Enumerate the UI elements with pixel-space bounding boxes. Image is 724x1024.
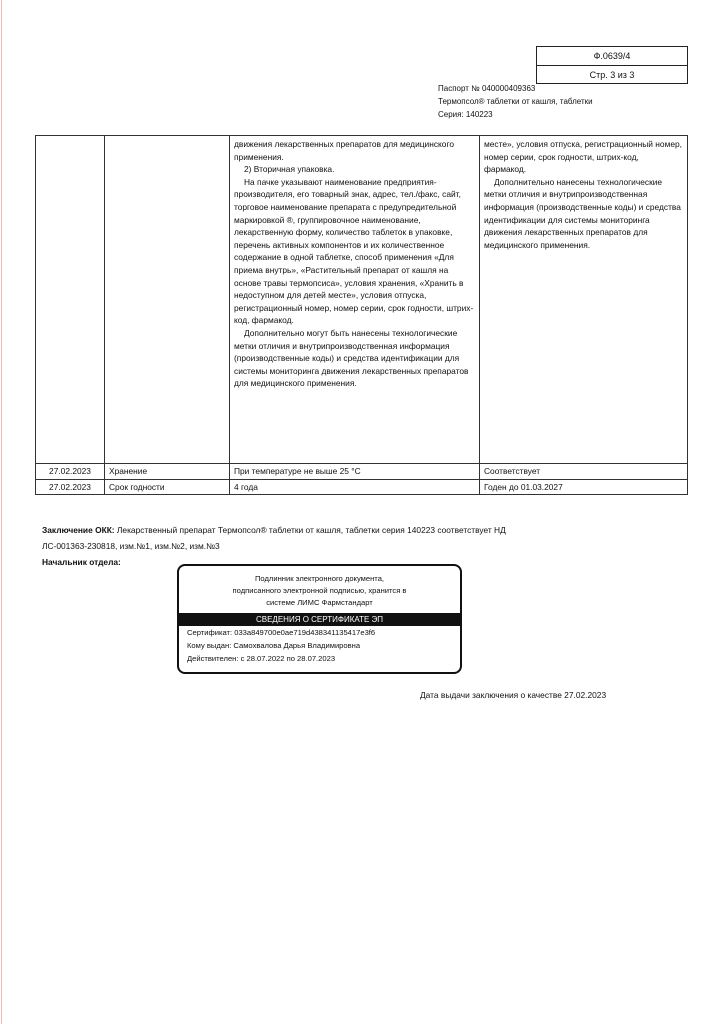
result-paragraph: Дополнительно нанесены технологические метки отличия и внутрипроизводственная информация (производственные коды) и средства идентификации для системы мониторинга движения лекарственных препаратов для медицинского применения. [484,176,681,250]
norm-cell: При температуре не выше 25 °С [230,464,480,480]
table-row [36,136,688,464]
stamp-line: подписанного электронной подписью, хранится в [232,586,407,595]
stamp-header [179,573,460,609]
margin-line [1,0,2,1024]
result-cell: Соответствует [480,464,688,480]
param-cell [105,136,230,464]
form-code: Ф.0639/4 [537,47,687,66]
stamp-cert: Сертификат: 033a849700e0ae719d438341135417e3f6 [187,628,376,637]
date-cell [36,136,105,464]
result-paragraph: месте», условия отпуска, регистрационный номер, номер серии, срок годности, штрих-код, фармакод. [484,139,682,175]
date-cell: 27.02.2023 [36,479,105,495]
head-label: Начальник отдела: [42,557,121,567]
result-cell [480,136,688,464]
date-cell: 27.02.2023 [36,464,105,480]
stamp-line: системе ЛИМС Фармстандарт [266,598,373,607]
norm-paragraph: Дополнительно могут быть нанесены технологические метки отличия и внутрипроизводственная информация (производственные коды) и средства идентификации для системы мониторинга движения лекарственных препаратов для медицинского применения. [234,327,469,389]
conclusion-text: Лекарственный препарат Термопсол® таблетки от кашля, таблетки серия 140223 соответствует НД [114,525,506,535]
issue-date: Дата выдачи заключения о качестве 27.02.2023 [420,690,607,700]
norm-paragraph: На пачке указывают наименование предприятия-производителя, его товарный знак, адрес, тел./факс, сайт, торговое наименование препарата с предупредительной маркировкой ®, группировочное наименование, лекарственную форму, количество таблеток в упаковке, перечень активных компонентов и их количественное содержание в одной таблетке, способ применения «Для приема внутрь», «Растительный препарат от кашля на основе травы термопсиса», условия хранения, «Хранить в недоступном для детей месте», условия отпуска, регистрационный номер, номер серии, срок годности, штрих-код, фармакод. [234,176,474,326]
param-cell: Хранение [105,464,230,480]
conclusion-doc: ЛС-001363-230818, изм.№1, изм.№2, изм.№3 [42,541,220,551]
table-row [36,464,688,480]
stamp-valid: Действителен: с 28.07.2022 по 28.07.2023 [187,654,336,663]
param-cell: Срок годности [105,479,230,495]
stamp-bar: СВЕДЕНИЯ О СЕРТИФИКАТЕ ЭП [179,613,460,626]
signature-stamp [177,564,462,674]
stamp-line: Подлинник электронного документа, [254,574,385,583]
norm-paragraph: 2) Вторичная упаковка. [244,164,335,175]
page-number: Стр. 3 из 3 [589,70,635,80]
passport-header [438,82,593,121]
conclusion-label: Заключение ОКК: [42,525,115,535]
conclusion-line [42,522,642,538]
series-number: Серия: 140223 [438,110,493,119]
conclusion-block [42,522,642,570]
quality-table [35,135,688,495]
form-code-box [536,46,688,84]
stamp-issued: Кому выдан: Самохвалова Дарья Владимировна [187,641,361,650]
norm-cell: 4 года [230,479,480,495]
norm-cell [230,136,480,464]
result-cell: Годен до 01.03.2027 [480,479,688,495]
norm-paragraph: движения лекарственных препаратов для медицинского применения. [234,139,454,162]
table-row [36,479,688,495]
product-name: Термопсол® таблетки от кашля, таблетки [438,97,593,106]
passport-number: Паспорт № 040000409363 [438,84,536,93]
